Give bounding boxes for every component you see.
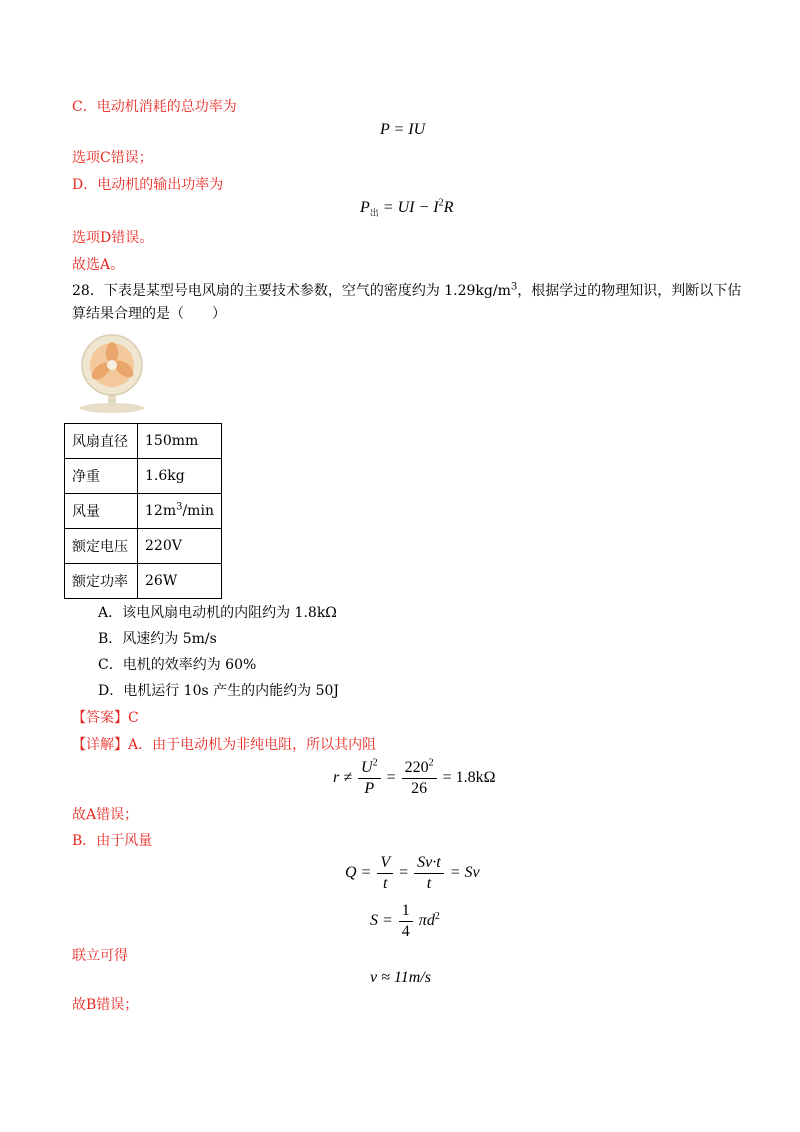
question-28-line2: 算结果合理的是（ ）: [72, 306, 226, 322]
denominator: t: [383, 875, 388, 892]
spec-value-text: 220V: [145, 538, 182, 554]
spec-row: [65, 564, 222, 599]
spec-row: [65, 459, 222, 494]
spec-key: 风扇直径: [65, 424, 138, 459]
answer-label: 【答案】C: [72, 710, 139, 726]
option-d: D．电机运行 10s 产生的内能约为 50J: [98, 683, 340, 699]
spec-value: [138, 424, 222, 459]
spec-key: 额定电压: [65, 529, 138, 564]
numerator: V: [377, 853, 393, 874]
spec-value-unit: /min: [182, 503, 214, 519]
density-superscript: 3: [510, 281, 518, 293]
symbol-s: S =: [370, 912, 393, 930]
fraction-numeric: [402, 758, 437, 799]
spec-key: 风量: [65, 494, 138, 529]
option-c-explanation: C．电动机消耗的总功率为: [72, 99, 237, 115]
denominator: P: [364, 780, 375, 797]
symbol-r: r ≠: [333, 769, 353, 787]
fan-spec-table: [64, 423, 222, 599]
numerator-numeric-sup: 2: [428, 757, 434, 769]
equation-area: [370, 901, 440, 942]
combine-label: 联立可得: [72, 948, 128, 964]
detail-label: 【详解】A．由于电动机为非纯电阻，所以其内阻: [72, 737, 377, 753]
spec-value: [138, 459, 222, 494]
question-text-tail: ，根据学过的物理知识，判断以下估: [517, 283, 742, 299]
equation-tail: R: [443, 199, 454, 216]
equation-airflow: [345, 853, 480, 894]
fraction-v-over-t: [377, 853, 393, 894]
option-d-explanation: D．电动机的输出功率为: [72, 177, 224, 193]
numerator: Sv·t: [414, 853, 444, 874]
symbol-p: P: [360, 199, 370, 216]
option-b-wrong: 故B错误；: [72, 997, 139, 1013]
fraction-one-quarter: [399, 901, 413, 942]
spec-row: [65, 494, 222, 529]
equation-total-power: [380, 121, 425, 139]
option-a-wrong: 故A错误；: [72, 807, 139, 823]
fraction-u2-over-p: [358, 758, 381, 799]
option-c-wrong: 选项C错误；: [72, 150, 153, 166]
question-text: 28．下表是某型号电风扇的主要技术参数，空气的密度约为 1.29kg/m: [72, 283, 511, 299]
spec-key: 额定功率: [65, 564, 138, 599]
wind-speed-text: v ≈ 11m/s: [370, 969, 431, 986]
option-b-explanation: B．由于风量: [72, 833, 153, 849]
spec-value-sup: 3: [176, 501, 183, 513]
spec-value-text: 150mm: [145, 433, 199, 449]
area-sup: 2: [434, 910, 440, 922]
spec-value: [138, 529, 222, 564]
spec-value: [138, 564, 222, 599]
option-c: C．电机的效率约为 60%: [98, 657, 257, 673]
fan-hub: [107, 360, 117, 370]
option-a: A．该电风扇电动机的内阻约为 1.8kΩ: [98, 605, 337, 621]
spec-value-text: 26W: [145, 573, 178, 589]
area-tail: πd: [418, 912, 435, 930]
spec-value: [138, 494, 222, 529]
numerator: U: [361, 759, 373, 776]
denominator: t: [426, 875, 432, 892]
electric-fan-image: [72, 333, 152, 415]
numerator: 1: [399, 901, 413, 922]
equation-output-power: [360, 199, 453, 217]
equation-internal-resistance: [333, 758, 496, 799]
spec-value-text: 1.6kg: [145, 468, 185, 484]
spec-value-text: 12m: [145, 503, 177, 519]
question-28-line1: [72, 282, 741, 300]
spec-row: [65, 424, 222, 459]
numerator-sup: 2: [372, 757, 378, 769]
equation-text: P = IU: [380, 121, 426, 138]
denominator: 4: [401, 923, 410, 940]
spec-key: 净重: [65, 459, 138, 494]
option-d-wrong: 选项D错误。: [72, 230, 154, 246]
equation-rhs: = UI − I: [382, 199, 439, 216]
equals-sign: =: [386, 769, 396, 787]
resistance-result: = 1.8kΩ: [442, 769, 496, 787]
subscript-out: 出: [369, 208, 379, 219]
denominator-numeric: 26: [411, 780, 428, 797]
option-b: B．风速约为 5m/s: [98, 631, 217, 647]
final-choice: 故选A。: [72, 257, 125, 273]
numerator-numeric: 220: [404, 759, 429, 776]
fraction-svt-over-t: [414, 853, 444, 894]
symbol-q: Q =: [345, 864, 372, 882]
airflow-result: = Sv: [449, 864, 480, 882]
equals-sign: =: [399, 864, 409, 882]
equation-wind-speed: [370, 969, 431, 987]
spec-row: [65, 529, 222, 564]
superscript: 2: [438, 197, 444, 209]
